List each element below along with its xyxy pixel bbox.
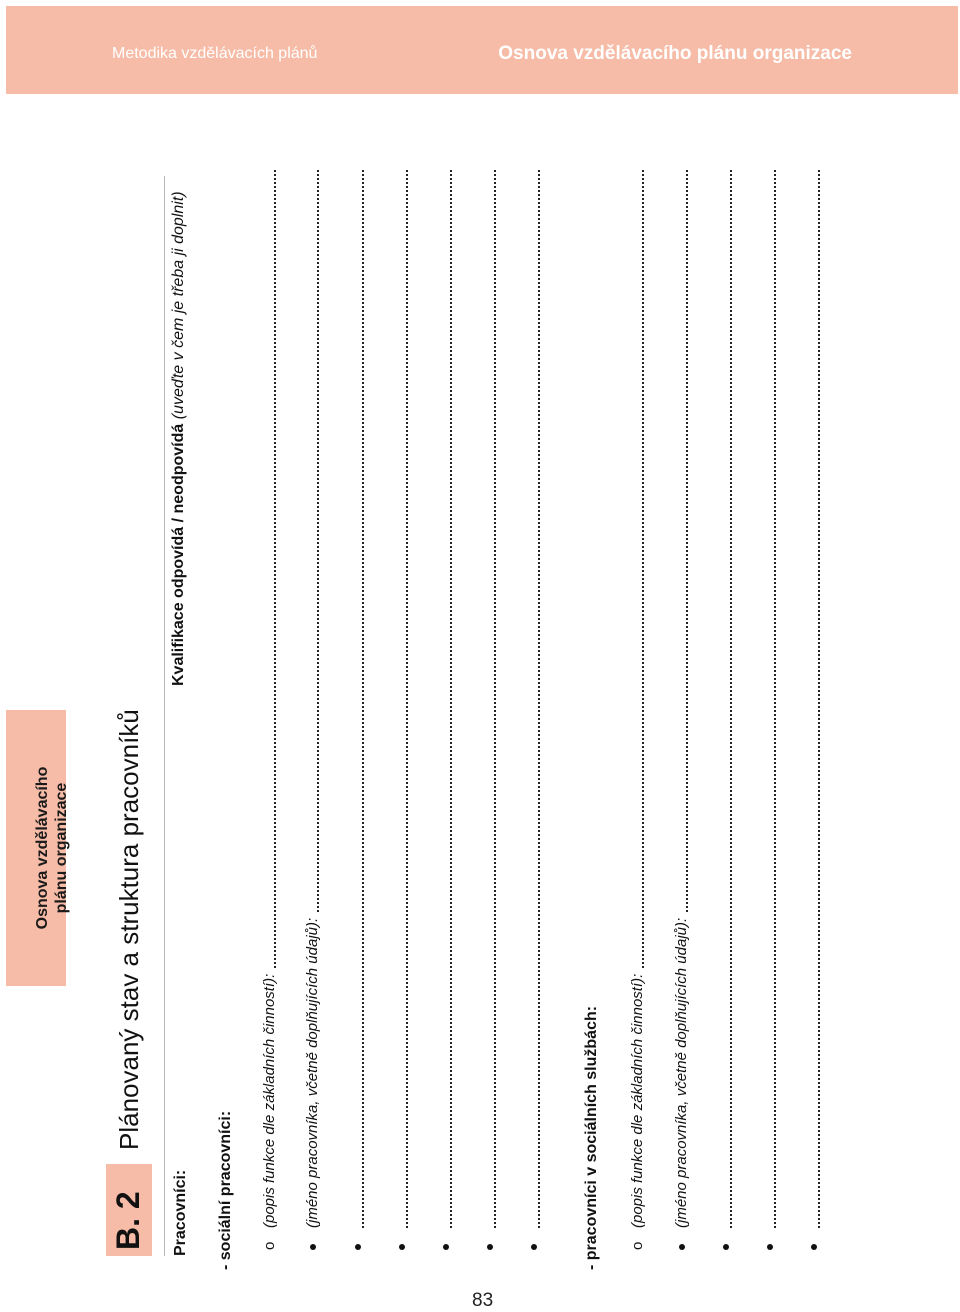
bullet-icon: [760, 1228, 780, 1250]
group2-name-text: (jméno pracovníka, včetně doplňujících údajů):: [673, 917, 690, 1228]
group1-blank-field[interactable]: [450, 170, 452, 1228]
group2-blank-row[interactable]: [760, 170, 780, 1250]
group2-blank-field[interactable]: [818, 170, 820, 1228]
group2-function-field[interactable]: [642, 170, 644, 968]
section-title: Plánovaný stav a struktura pracovníků: [114, 709, 144, 1150]
group1-blank-field[interactable]: [494, 170, 496, 1228]
group1-function-field[interactable]: [274, 170, 276, 968]
group2-function-row[interactable]: [628, 170, 648, 1250]
bullet-icon: [716, 1228, 736, 1250]
header-left-text: Metodika vzdělávacích plánů: [112, 45, 318, 62]
group1-name-row[interactable]: [303, 170, 323, 1250]
group2-name-row[interactable]: [672, 170, 692, 1250]
bullet-icon: [348, 1228, 368, 1250]
group1-blank-row[interactable]: [480, 170, 500, 1250]
group1-blank-row[interactable]: [524, 170, 544, 1250]
rotated-form-page: [0, 150, 860, 1310]
group1-blank-field[interactable]: [362, 170, 364, 1228]
bullet-icon: [804, 1228, 824, 1250]
bullet-icon: [672, 1228, 692, 1250]
side-tab-line1: Osnova vzdělávacího: [34, 766, 51, 930]
group1-function-text: (popis funkce dle základních činností):: [261, 973, 278, 1228]
header-right-text: Osnova vzdělávacího plánu organizace: [498, 43, 852, 64]
bullet-icon: [524, 1228, 544, 1250]
group2-name-field[interactable]: [686, 170, 688, 912]
section-code: B. 2: [110, 1191, 146, 1250]
group1-function-marker: o: [261, 1241, 278, 1250]
side-tab-line2: plánu organizace: [53, 782, 70, 914]
workers-label: Pracovníci:: [172, 1169, 189, 1256]
qualification-note: [170, 191, 188, 686]
group1-blank-row[interactable]: [348, 170, 368, 1250]
bullet-icon: [303, 1228, 323, 1250]
qualification-italic: (uveďte v čem je třeba ji doplnit): [170, 191, 187, 424]
group2-blank-field[interactable]: [730, 170, 732, 1228]
group1-blank-row[interactable]: [436, 170, 456, 1250]
group2-function-marker: o: [629, 1241, 646, 1250]
group1-blank-field[interactable]: [538, 170, 540, 1228]
group2-title: - pracovníci v sociálních službách:: [583, 1005, 600, 1270]
group1-blank-row[interactable]: [392, 170, 412, 1250]
group2-function-text: (popis funkce dle základních činností):: [629, 973, 646, 1228]
group1-name-text: (jméno pracovníka, včetně doplňujících údajů):: [304, 917, 321, 1228]
group2-blank-field[interactable]: [774, 170, 776, 1228]
group1-title: - sociální pracovníci:: [217, 1110, 234, 1270]
page-number: 83: [472, 1290, 494, 1311]
qualification-bold: Kvalifikace odpovídá / neodpovídá: [170, 423, 187, 686]
section-divider: [164, 176, 165, 1256]
bullet-icon: [436, 1228, 456, 1250]
group2-blank-row[interactable]: [804, 170, 824, 1250]
bullet-icon: [392, 1228, 412, 1250]
bullet-icon: [480, 1228, 500, 1250]
group1-function-row[interactable]: [260, 170, 280, 1250]
group1-blank-field[interactable]: [406, 170, 408, 1228]
group2-blank-row[interactable]: [716, 170, 736, 1250]
group1-name-field[interactable]: [317, 170, 319, 912]
